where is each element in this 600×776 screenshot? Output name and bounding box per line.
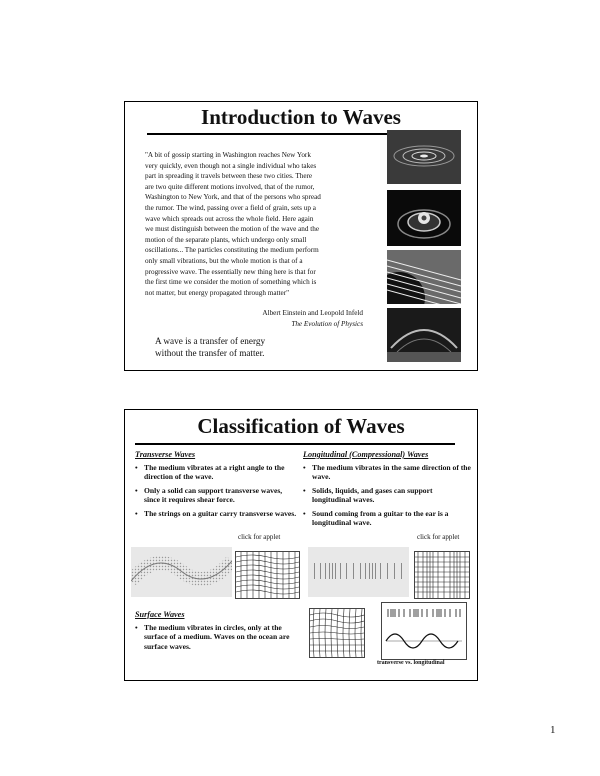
transverse-applet-link[interactable]: click for applet	[238, 533, 281, 541]
quote-authors: Albert Einstein and Leopold Infeld	[262, 309, 363, 317]
slide-introduction-to-waves	[124, 101, 478, 371]
quote-line: Washington to New York, and that of the persons who spread	[145, 193, 321, 202]
quote-line: "A bit of gossip starting in Washington reaches New York	[145, 151, 311, 159]
diagram-caption: transverse vs. longitudinal	[377, 660, 445, 666]
quote-line: motion of the separate plants, which undergo only small	[145, 235, 307, 244]
page-number: 1	[550, 724, 556, 736]
wave-definition	[155, 335, 265, 359]
slide-title: Classification of Waves	[197, 414, 405, 438]
transverse-bullet-list	[135, 463, 300, 522]
definition-line: without the transfer of matter.	[155, 348, 265, 358]
transverse-wave-image[interactable]	[131, 547, 232, 597]
quote-line: are two quite different motions involved, that of the rumor,	[145, 182, 315, 191]
longitudinal-grid-image[interactable]	[414, 551, 470, 599]
quote-line: part in spreading it travels between these two cities. There	[145, 172, 313, 181]
transverse-grid-image[interactable]	[235, 551, 300, 599]
surface-bullet-list	[135, 623, 305, 655]
quote-line: the first time we consider the motion of something which is	[145, 278, 317, 287]
quote-line: very quickly, even though not a single individual who takes	[145, 161, 317, 170]
surface-wave-grid-image[interactable]	[309, 608, 365, 658]
guitar-strings-photo	[387, 250, 461, 304]
definition-line: A wave is a transfer of energy	[155, 336, 266, 346]
quote-line: the rumor. The wind, passing over a field of grain, sets up a	[145, 203, 316, 212]
surface-waves-heading: Surface Waves	[135, 610, 185, 619]
title-underline	[135, 443, 455, 445]
quote-line: oscillations... The particles constituting the medium perform	[145, 246, 319, 255]
list-item: • Solids, liquids, and gases can support longitudinal waves.	[303, 486, 471, 505]
water-ripple-photo	[387, 130, 461, 184]
list-item: • The medium vibrates in circles, only at the surface of a medium. Waves on the ocean are surface waves.	[135, 623, 305, 651]
quote-line: only small vibrations, but the whole motion is that of a	[145, 256, 303, 265]
list-item: • Sound coming from a guitar to the ear is a longitudinal wave.	[303, 509, 471, 528]
longitudinal-bullet-list	[303, 463, 471, 531]
transverse-vs-longitudinal-diagram	[381, 602, 467, 660]
quote-line: not matter, but energy propagated through matter"	[145, 288, 290, 297]
list-item: • Only a solid can support transverse waves, since it requires shear force.	[135, 486, 300, 505]
list-item: • The medium vibrates at a right angle to the direction of the wave.	[135, 463, 300, 482]
quote-line: wave which spreads out across the whole field. Here again	[145, 214, 314, 223]
transverse-waves-heading: Transverse Waves	[135, 450, 196, 459]
einstein-quote	[145, 150, 359, 298]
list-item: • The medium vibrates in the same direction of the wave.	[303, 463, 471, 482]
water-drop-photo	[387, 190, 461, 246]
slide-classification-of-waves	[124, 409, 478, 681]
slide-title: Introduction to Waves	[201, 105, 401, 129]
surface-wave-photo	[387, 308, 461, 362]
longitudinal-applet-link[interactable]: click for applet	[417, 533, 460, 541]
list-item: • The strings on a guitar carry transverse waves.	[135, 509, 300, 518]
longitudinal-waves-heading: Longitudinal (Compressional) Waves	[303, 450, 429, 459]
quote-line: we must distinguish between the motion of the wave and the	[145, 225, 320, 234]
longitudinal-wave-image[interactable]	[308, 547, 409, 597]
quote-book-title: The Evolution of Physics	[291, 320, 363, 328]
quote-line: progressive wave. The essentially new thing here is that for	[145, 267, 316, 276]
